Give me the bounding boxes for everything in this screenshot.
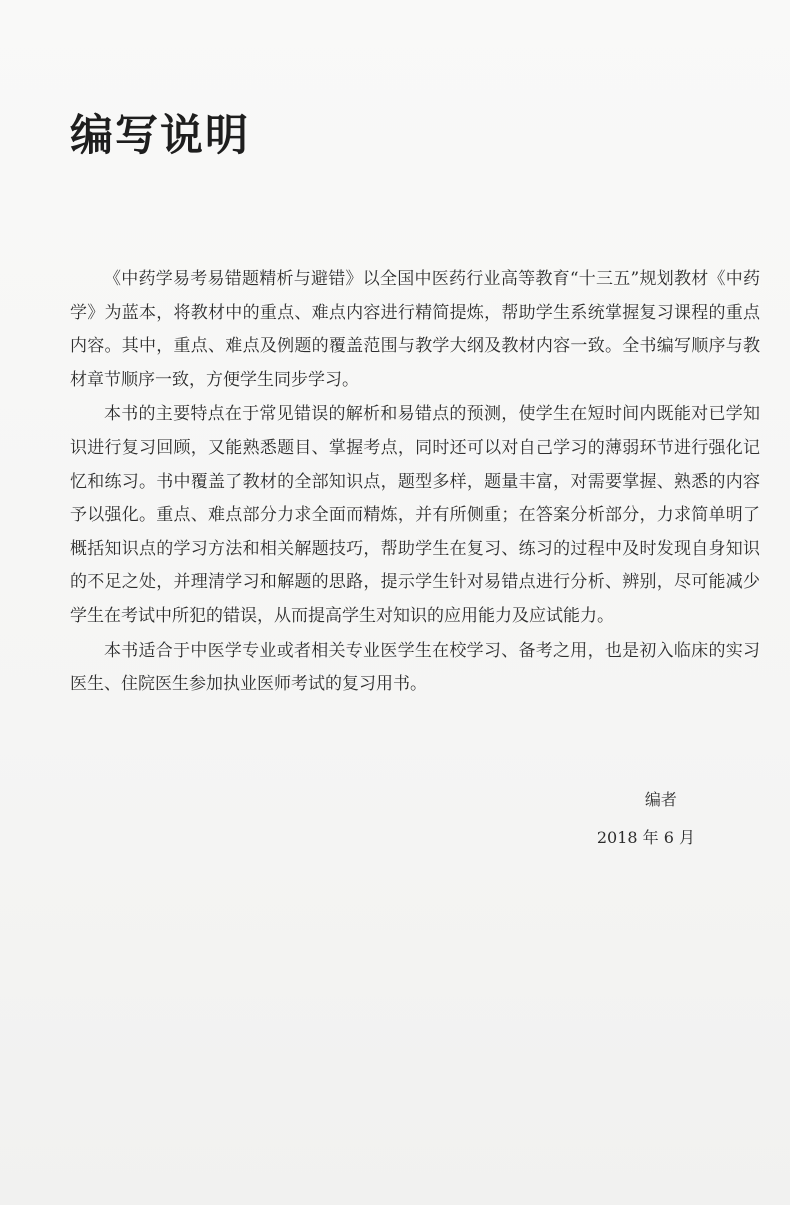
signature-date: 2018 年 6 月: [596, 828, 695, 847]
paragraph-1: 《中药学易考易错题精析与避错》以全国中医药行业高等教育“十三五”规划教材《中药学》为蓝本，将教材中的重点、难点内容进行精简提炼，帮助学生系统掌握复习课程的重点内容。其中，重点、难点及例题的覆盖范围与教学大纲及教材内容一致。全书编写顺序与教材章节顺序一致，方便学生同步学习。: [70, 269, 760, 390]
paragraph-2: 本书的主要特点在于常见错误的解析和易错点的预测，使学生在短时间内既能对已学知识进行复习回顾，又能熟悉题目、掌握考点，同时还可以对自己学习的薄弱环节进行强化记忆和练习。书中覆盖了教材的全部知识点，题型多样，题量丰富，对需要掌握、熟悉的内容予以强化。重点、难点部分力求全面而精炼，并有所侧重；在答案分析部分，力求简单明了概括知识点的学习方法和相关解题技巧，帮助学生在复习、练习的过程中及时发现自身知识的不足之处，并理清学习和解题的思路，提示学生针对易错点进行分析、辨别，尽可能减少学生在考试中所犯的错误，从而提高学生对知识的应用能力及应试能力。: [70, 404, 760, 626]
signature-block: [597, 788, 695, 850]
signature-author: 编者: [644, 790, 677, 809]
paragraph-3: 本书适合于中医学专业或者相关专业医学生在校学习、备考之用，也是初入临床的实习医生、住院医生参加执业医师考试的复习用书。: [70, 640, 760, 695]
preface-body: [70, 263, 760, 703]
page-title: 编写说明: [70, 111, 250, 161]
